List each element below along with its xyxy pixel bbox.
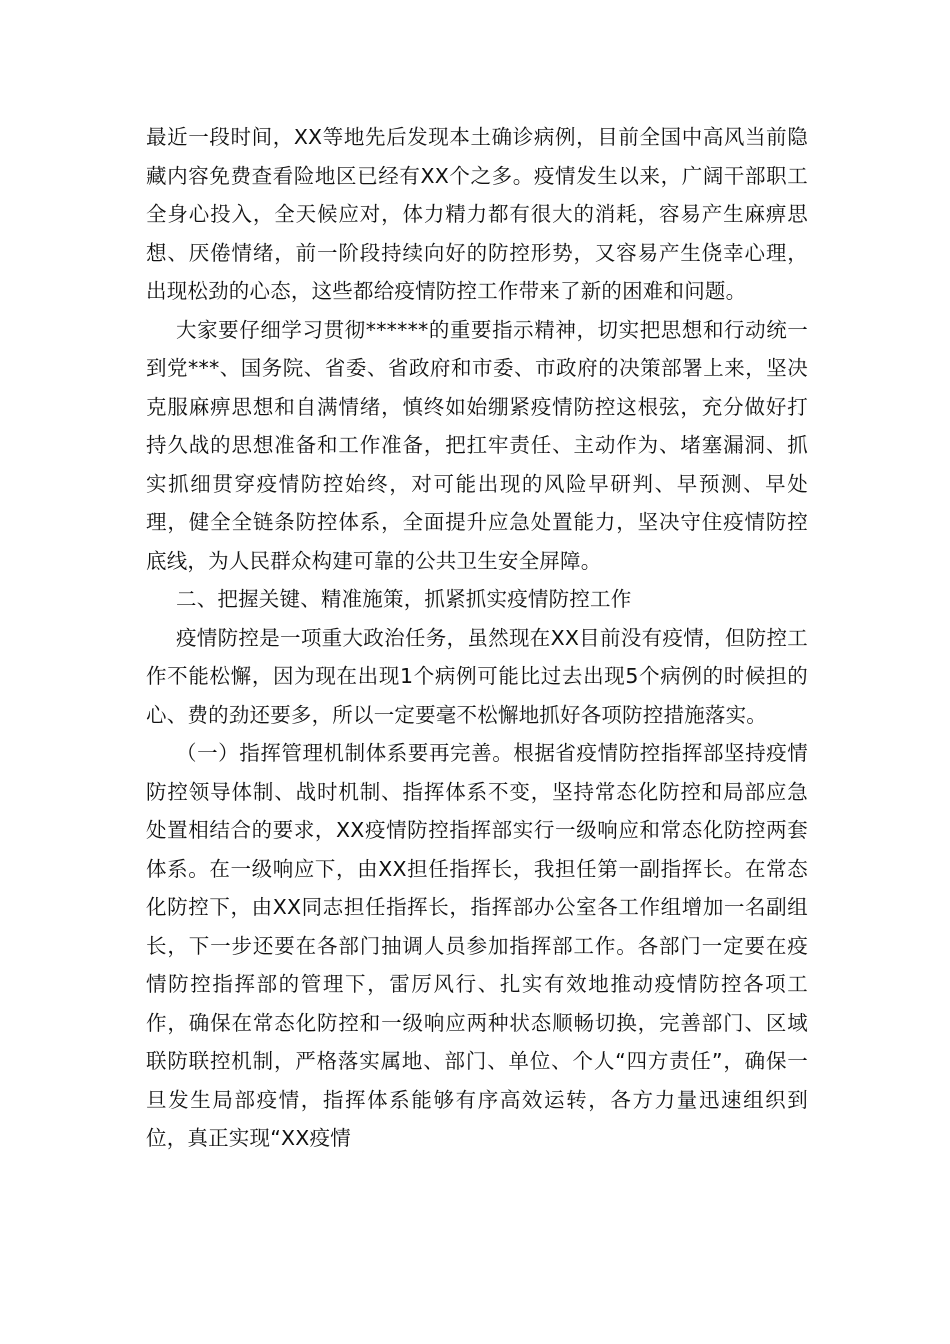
- document-body: [146, 118, 808, 1158]
- paragraph-1: 最近一段时间，XX等地先后发现本土确诊病例，目前全国中高风当前隐藏内容免费查看险地区已经有XX个之多。疫情发生以来，广阔干部职工全身心投入，全天候应对，体力精力都有很大的消耗，容易产生麻痹思想、厌倦情绪，前一阶段持续向好的防控形势，又容易产生侥幸心理，出现松劲的心态，这些都给疫情防控工作带来了新的困难和问题。: [146, 125, 808, 303]
- paragraph-2: 大家要仔细学习贯彻******的重要指示精神，切实把思想和行动统一到党***、国务院、省委、省政府和市委、市政府的决策部署上来，坚决克服麻痹思想和自满情绪，慎终如始绷紧疫情防控这根弦，充分做好打持久战的思想准备和工作准备，把扛牢责任、主动作为、堵塞漏洞、抓实抓细贯穿疫情防控始终，对可能出现的风险早研判、早预测、早处理，健全全链条防控体系，全面提升应急处置能力，坚决守住疫情防控底线，为人民群众构建可靠的公共卫生安全屏障。: [146, 317, 808, 573]
- paragraph-3: 疫情防控是一项重大政治任务，虽然现在XX目前没有疫情，但防控工作不能松懈，因为现在出现1个病例可能比过去出现5个病例的时候担的心、费的劲还要多，所以一定要毫不松懈地抓好各项防控措施落实。: [146, 625, 808, 727]
- section-heading: 二、把握关键、精准施策，抓紧抓实疫情防控工作: [176, 587, 632, 611]
- paragraph-4: （一）指挥管理机制体系要再完善。根据省疫情防控指挥部坚持疫情防控领导体制、战时机制、指挥体系不变，坚持常态化防控和局部应急处置相结合的要求，XX疫情防控指挥部实行一级响应和常态化防控两套体系。在一级响应下，由XX担任指挥长，我担任第一副指挥长。在常态化防控下，由XX同志担任指挥长，指挥部办公室各工作组增加一名副组长，下一步还要在各部门抽调人员参加指挥部工作。各部门一定要在疫情防控指挥部的管理下，雷厉风行、扎实有效地推动疫情防控各项工作，确保在常态化防控和一级响应两种状态顺畅切换，完善部门、区域联防联控机制，严格落实属地、部门、单位、个人“四方责任”，确保一旦发生局部疫情，指挥体系能够有序高效运转，各方力量迅速组织到位，真正实现“XX疫情: [146, 741, 808, 1150]
